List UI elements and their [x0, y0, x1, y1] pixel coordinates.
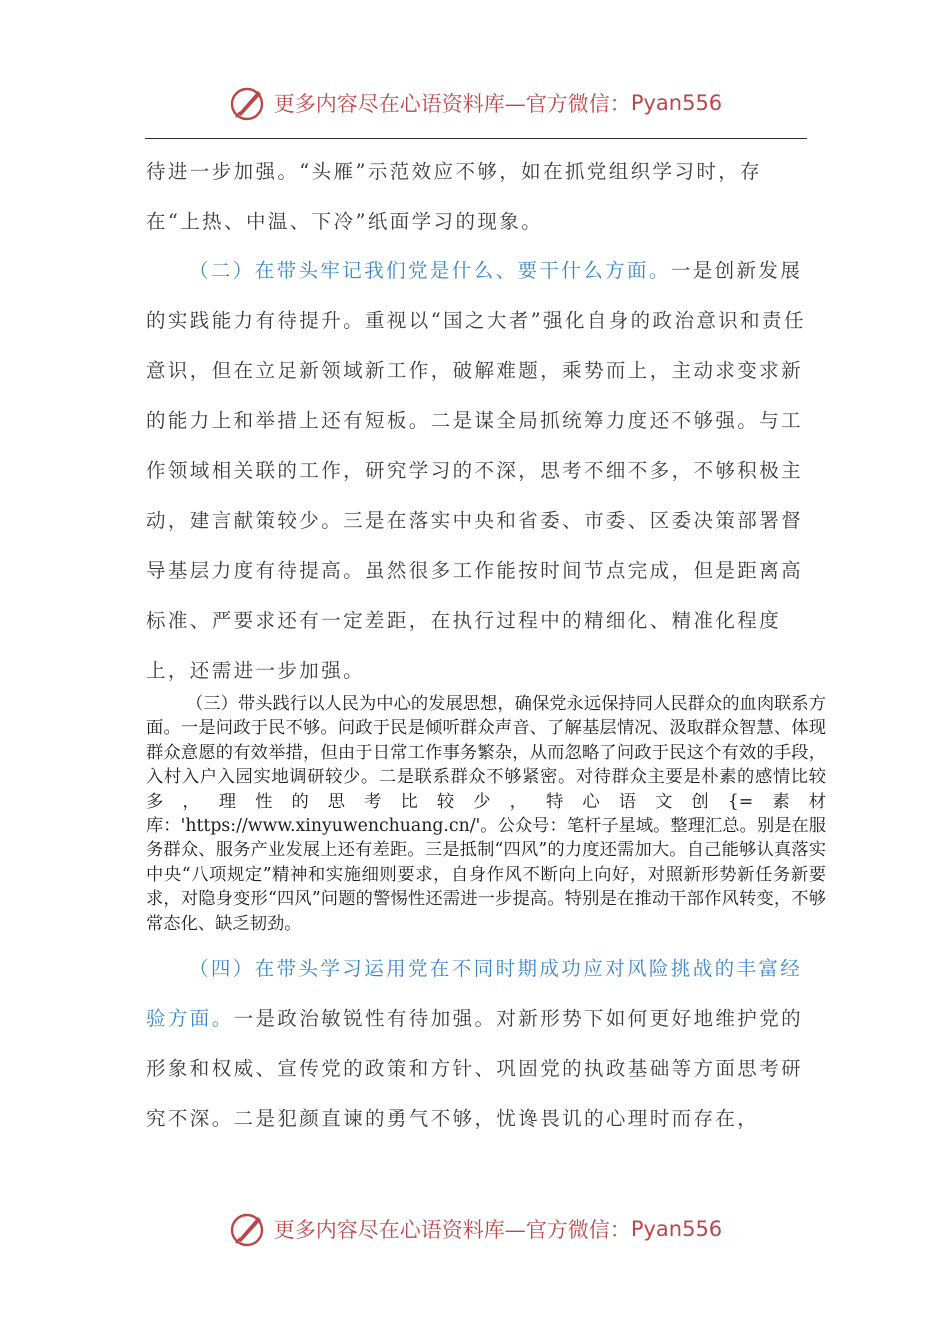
banner-wechat-label: 官方微信： — [525, 1218, 631, 1242]
banner-text: 更多内容尽在心语资料库— — [273, 92, 526, 116]
header-divider — [145, 138, 807, 139]
paragraph-continuation — [146, 147, 806, 247]
header-banner — [0, 78, 950, 128]
section-4-body: 一是政治敏锐性有待加强。对新形势下如何更好地维护党的形象和权威、宣传党的政策和方针、巩固党的执政基础等方面思考研究不深。二是犯颜直谏的勇气不够，忧谗畏讥的心理时而存在， — [146, 1007, 804, 1130]
quill-logo-icon — [228, 83, 268, 123]
paragraph-section-2 — [146, 246, 806, 696]
section-2-body: 一是创新发展的实践能力有待提升。重视以“国之大者”强化自身的政治意识和责任意识，但在立足新领域新工作，破解难题，乘势而上，主动求变求新的能力上和举措上还有短板。二是谋全局抓统筹力度还不够强。与工作领域相关联的工作，研究学习的不深，思考不细不多，不够积极主动，建言献策较少。三是在落实中央和省委、市委、区委决策部署督导基层力度有待提高。虽然很多工作能按时间节点完成，但是距离高标准、严要求还有一定差距，在执行过程中的精细化、精准化程度上，还需进一步加强。 — [146, 259, 806, 682]
banner-wechat-label: 官方微信： — [525, 92, 631, 116]
banner-wechat-id: Pyan556 — [630, 91, 723, 115]
paragraph-section-4 — [146, 944, 806, 1144]
banner-text: 更多内容尽在心语资料库— — [273, 1218, 526, 1242]
section-4-heading: （四）在带头学习运用党在不同时期成功应对风险挑战的丰富经验方面。 — [146, 957, 803, 1030]
footer-banner — [0, 1204, 950, 1254]
section-3-text: （三）带头践行以人民为中心的发展思想，确保党永远保持同人民群众的血肉联系方面。一是问政于民不够。问政于民是倾听群众声音、了解基层情况、汲取群众智慧、体现群众意愿的有效举措，但由于日常工作事务繁杂，从而忽略了问政于民这个有效的手段，入村入户入园实地调研较少。二是联系群众不够紧密。对待群众主要是朴素的感情比较多，理性的思考比较少，特心语文创{=素材库：'https://www.xinyuwenchuang.cn/'。公众号：笔杆子星域。整理汇总。别是在服务群众、服务产业发展上还有差距。三是抵制“四风”的力度还需加大。自己能够认真落实中央“八项规定”精神和实施细则要求，自身作风不断向上向好，对照新形势新任务新要求，对隐身变形“四风”问题的警惕性还需进一步提高。特别是在推动干部作风转变，不够常态化、缺乏韧劲。 — [146, 694, 826, 934]
banner-wechat-id: Pyan556 — [630, 1217, 723, 1241]
quill-logo-icon — [228, 1209, 268, 1249]
section-2-heading: （二）在带头牢记我们党是什么、要干什么方面。 — [189, 259, 671, 282]
paragraph-section-3 — [146, 692, 826, 936]
paragraph-continuation-text: 待进一步加强。“头雁”示范效应不够，如在抓党组织学习时，存在“上热、中温、下冷”纸面学习的现象。 — [146, 160, 763, 233]
